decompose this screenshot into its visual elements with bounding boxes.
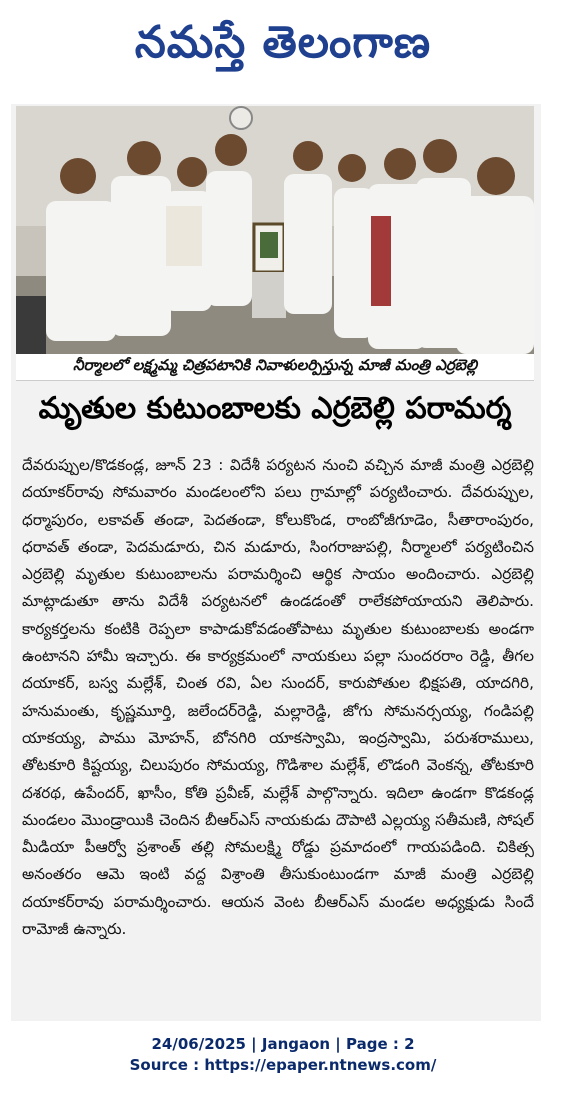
article-body: దేవరుప్పుల/కొడకండ్ల, జూన్ 23 : విదేశీ పర్యటన నుంచి వచ్చిన మాజీ మంత్రి ఎర్రబెల్లి దయాకర్‌రావు సోమవారం మండలంలోని పలు గ్రామాల్లో పర్యటించారు. దేవరుప్పుల, ధర్మాపురం, లకావత్ తండా, పెదతండా, కోలుకొండ, రాంబోజీగూడెం, సీతారాంపురం, ధరావత్ తండా, పెదమడూరు, చిన మడూరు, సింగరాజుపల్లి, నీర్మాలలో పర్యటించిన ఎర్రబెల్లి మృతుల కుటుంబాలను పరామర్శించి ఆర్థిక సాయం అందించారు. ఎర్రబెల్లి మాట్లాడుతూ తాను విదేశీ పర్యటనలో ఉండడంతో రాలేకపోయాయని తెలిపారు. కార్యకర్తలను కంటికి రెప్పలా కాపాడుకోవడంతోపాటు మృతుల కుటుంబాలకు అండగా ఉంటానని హామీ ఇచ్చారు. ఈ కార్యక్రమంలో నాయకులు పల్లా సుందరరాం రెడ్డి, తీగల దయాకర్, బస్వ మల్లేశ్, చింత రవి, ఏల సుందర్, కారుపోతుల భిక్షపతి, యాదగిరి, హనుమంతు, కృష్ణమూర్తి, జలేందర్‌రెడ్డి, మల్లారెడ్డి, జోగు సోమనర్సయ్య, గండిపల్లి యాకయ్య, పాము మోహన్, బోనగిరి యాకస్వామి, ఇంద్రస్వామి, పరుశరాములు, తోటకూరి కిష్టయ్య, చిలుపురం సోమయ్య, గొడిశాల మల్లేశ్, లొడంగి వెంకన్న, తోటకూరి దశరథ, ఉపేందర్, ఖాసీం, కోతి ప్రవీణ్, మల్లేశ్ పాల్గొన్నారు. ఇదిలా ఉండగా కొడకండ్ల మండలం మొండ్రాయికి చెందిన బీఆర్ఎస్ నాయకుడు దౌపాటి ఎల్లయ్య సతీమణి, సోషల్ మీడియా పీఆర్వో ప్రశాంత్ తల్లి సోమలక్ష్మి రోడ్డు ప్రమాదంలో గాయపడింది. చికిత్స అనంతరం ఆమె ఇంటి వద్ద విశ్రాంతి తీసుకుంటుండగా మాజీ మంత్రి ఎర్రబెల్లి దయాకర్‌రావు పరామర్శించారు. ఆయన వెంట బీఆర్ఎస్ మండల అధ్యక్షుడు సిందే రామోజీ ఉన్నారు. [22, 456, 534, 939]
photo-caption: నీర్మాలలో లక్ష్మమ్మ చిత్రపటానికి నివాళులర్పిస్తున్న మాజీ మంత్రి ఎర్రబెల్లి [16, 354, 534, 381]
newspaper-logo: నమస్తే తెలంగాణ [134, 17, 432, 68]
edition-line: 24/06/2025 | Jangaon | Page : 2 [151, 1035, 415, 1053]
source-line: Source : https://epaper.ntnews.com/ [129, 1056, 437, 1074]
page-footer [0, 1034, 566, 1076]
article-photo [16, 106, 534, 354]
masthead [0, 0, 566, 96]
article-headline: మృతుల కుటుంబాలకు ఎర్రబెల్లి పరామర్శ [38, 391, 512, 426]
